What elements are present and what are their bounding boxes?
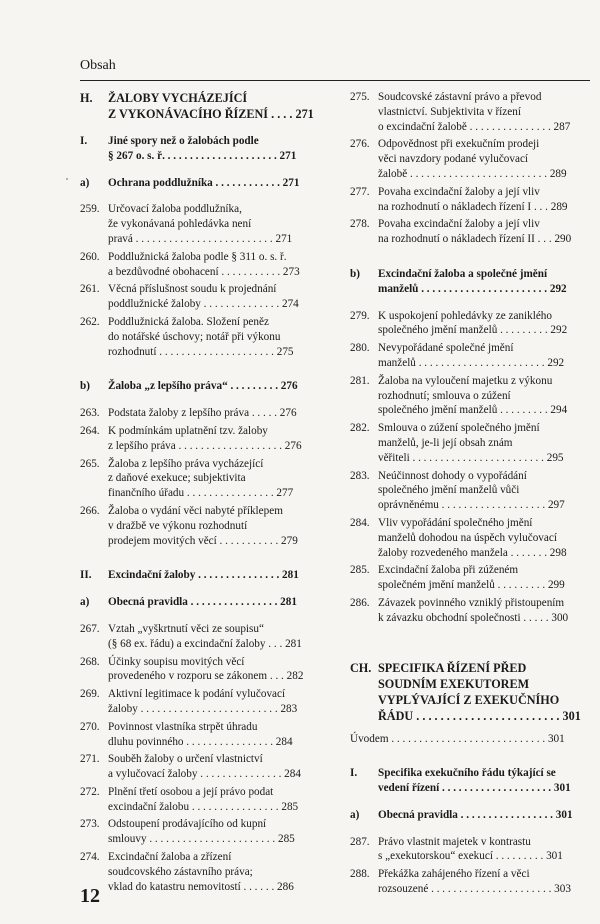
toc-entry-number: a) xyxy=(80,596,90,609)
toc-left-column xyxy=(80,90,328,897)
toc-entry-text: Souběh žaloby o určení vlastnictví xyxy=(108,753,263,766)
toc-entry xyxy=(80,832,328,847)
toc-entry xyxy=(80,282,328,297)
toc-entry-number: 285. xyxy=(350,564,370,577)
toc-entry-number: 281. xyxy=(350,374,370,387)
toc-entry xyxy=(80,850,328,865)
toc-entry xyxy=(350,309,600,324)
toc-entry-text: Povaha excindační žaloby a její vliv xyxy=(378,218,540,231)
toc-entry-text: Soudcovské zástavní právo a převod xyxy=(378,91,542,103)
toc-entry-text: K uspokojení pohledávky ze zaniklého xyxy=(378,309,552,322)
toc-entry-number: 268. xyxy=(80,655,100,668)
toc-entry-number: 266. xyxy=(80,504,100,517)
toc-entry-text: vedení řízení . . . . . . . . . . . . . . . . . . . . 301 xyxy=(378,782,571,795)
toc-entry-text: Excindační žaloba při zúženém xyxy=(378,564,519,577)
paper-speck xyxy=(66,178,68,180)
toc-entry xyxy=(80,519,328,534)
toc-entry-number: b) xyxy=(80,380,90,393)
toc-entry-text: Překážka zahájeného řízení a věci xyxy=(378,868,530,881)
toc-entry-text: rozhodnutí . . . . . . . . . . . . . . . . . . . . . 275 xyxy=(108,345,294,358)
toc-entry-text: rozsouzené . . . . . . . . . . . . . . . . . . . . . . 303 xyxy=(378,883,571,896)
toc-entry-text: soudcovského zástavního práva; xyxy=(108,865,253,878)
toc-entry-text: Poddlužnická žaloba. Složení peněz xyxy=(108,315,269,328)
toc-entry-text: Plnění třetí osobou a její právo podat xyxy=(108,785,274,798)
toc-entry-text: Žaloba z lepšího práva vycházející xyxy=(108,457,264,470)
toc-entry-text: Poddlužnická žaloba podle § 311 o. s. ř. xyxy=(108,250,287,263)
toc-entry xyxy=(350,232,600,247)
toc-entry xyxy=(350,267,600,282)
toc-entry xyxy=(350,90,600,105)
toc-entry xyxy=(350,120,600,135)
toc-entry xyxy=(350,185,600,200)
toc-entry xyxy=(350,882,600,897)
toc-entry xyxy=(350,105,600,120)
toc-entry xyxy=(350,766,600,781)
toc-entry-text: Specifika exekučního řádu týkající se xyxy=(378,767,556,780)
toc-entry-number: 277. xyxy=(350,185,370,198)
toc-entry xyxy=(80,865,328,880)
toc-entry-text: § 267 o. s. ř. . . . . . . . . . . . . . . . . . . . . 271 xyxy=(108,149,297,162)
toc-entry-number: 288. xyxy=(350,868,370,881)
toc-entry-number: b) xyxy=(350,267,360,280)
toc-entry-number: 264. xyxy=(80,424,100,437)
toc-entry xyxy=(350,596,600,611)
toc-entry-number: 262. xyxy=(80,315,100,328)
toc-entry-text: věci navzdory podané vylučovací xyxy=(378,153,529,166)
toc-entry-number: H. xyxy=(80,91,93,105)
toc-entry xyxy=(80,90,328,106)
toc-entry xyxy=(80,687,328,702)
toc-entry xyxy=(80,424,328,439)
toc-entry-text: Obecná pravidla . . . . . . . . . . . . . . . . . 301 xyxy=(378,808,573,821)
toc-entry xyxy=(80,106,328,122)
toc-entry xyxy=(350,469,600,484)
toc-entry-text: poddlužnické žaloby . . . . . . . . . . . . . . 274 xyxy=(108,298,299,311)
toc-entry-text: na rozhodnutí o nákladech řízení I . . . 289 xyxy=(378,200,568,213)
toc-entry-text: žaloby . . . . . . . . . . . . . . . . . . . . . . . . . 283 xyxy=(108,702,298,715)
toc-entry xyxy=(80,457,328,472)
toc-entry-number: 273. xyxy=(80,818,100,831)
toc-entry-number: I. xyxy=(350,767,358,780)
toc-entry-text: Vztah „vyškrtnutí věci ze soupisu“ xyxy=(108,622,264,635)
toc-entry xyxy=(350,867,600,882)
toc-entry-text: ŘÁDU . . . . . . . . . . . . . . . . . . . . . . . . 301 xyxy=(378,708,581,723)
toc-entry xyxy=(80,655,328,670)
toc-entry-text: Účinky soupisu movitých věcí xyxy=(108,655,245,668)
toc-entry xyxy=(350,137,600,152)
toc-entry-text: o excindační žalobě . . . . . . . . . . . . . . . 287 xyxy=(378,120,571,133)
toc-entry-text: finančního úřadu . . . . . . . . . . . . . . . . 277 xyxy=(108,487,294,500)
toc-entry xyxy=(80,379,328,394)
page-header-title: Obsah xyxy=(80,58,116,73)
toc-entry-text: Excindační žaloba a zřízení xyxy=(108,851,232,864)
toc-entry-text: z lepšího práva . . . . . . . . . . . . . . . . . . . 276 xyxy=(108,439,302,452)
toc-entry xyxy=(350,692,600,708)
toc-entry-text: Jiné spory než o žalobách podle xyxy=(108,135,259,147)
toc-entry-number: CH. xyxy=(350,660,372,675)
toc-entry-text: společném jmění manželů . . . . . . . . . 299 xyxy=(378,579,565,592)
toc-entry xyxy=(350,531,600,546)
page-number: 12 xyxy=(80,885,100,907)
toc-entry xyxy=(80,534,328,549)
toc-entry-text: Excindační žaloby . . . . . . . . . . . . . . . 281 xyxy=(108,569,299,582)
toc-entry-number: II. xyxy=(80,569,92,582)
toc-entry-text: v dražbě ve výkonu rozhodnutí xyxy=(108,519,248,532)
toc-entry-number: 263. xyxy=(80,407,100,420)
toc-entry-text: Závazek povinného vzniklý přistoupením xyxy=(378,596,565,609)
toc-entry-text: Povaha excindační žaloby a její vliv xyxy=(378,185,540,198)
toc-entry xyxy=(80,232,328,247)
toc-entry xyxy=(80,471,328,486)
toc-entry-number: 265. xyxy=(80,457,100,470)
toc-entry xyxy=(350,389,600,404)
toc-entry-number: 270. xyxy=(80,720,100,733)
toc-entry xyxy=(80,785,328,800)
toc-entry xyxy=(80,439,328,454)
toc-entry-number: 284. xyxy=(350,516,370,529)
toc-entry-number: 287. xyxy=(350,835,370,848)
toc-entry xyxy=(80,345,328,360)
toc-entry-text: a vylučovací žaloby . . . . . . . . . . . . . . . 284 xyxy=(108,768,301,781)
toc-entry-number: 286. xyxy=(350,596,370,609)
toc-entry xyxy=(350,849,600,864)
toc-entry xyxy=(80,568,328,583)
toc-entry-text: Určovací žaloba poddlužníka, xyxy=(108,203,242,216)
header-rule xyxy=(80,80,590,81)
toc-entry xyxy=(80,720,328,735)
toc-entry-number: 280. xyxy=(350,342,370,355)
toc-entry-text: dluhu povinného . . . . . . . . . . . . . . . . 284 xyxy=(108,735,293,748)
toc-entry-number: 282. xyxy=(350,422,370,435)
toc-entry-text: Vliv vypořádání společného jmění xyxy=(378,516,533,529)
toc-entry xyxy=(80,767,328,782)
toc-entry xyxy=(350,341,600,356)
toc-entry xyxy=(350,660,600,676)
toc-entry xyxy=(350,808,600,823)
toc-entry-text: z daňové exekuce; subjektivita xyxy=(108,472,246,485)
toc-entry-text: K podmínkám uplatnění tzv. žaloby xyxy=(108,424,268,437)
toc-entry-number: 276. xyxy=(350,138,370,151)
toc-entry-text: Žaloba o vydání věci nabyté příklepem xyxy=(108,504,283,517)
toc-entry xyxy=(80,504,328,519)
toc-entry xyxy=(80,406,328,421)
toc-entry-text: manželů, je-li její obsah znám xyxy=(378,436,513,449)
toc-entry-number: 261. xyxy=(80,283,100,296)
toc-entry-text: žalobě . . . . . . . . . . . . . . . . . . . . . . . . . 289 xyxy=(378,167,567,180)
toc-entry-text: vklad do katastru nemovitostí . . . . . . 286 xyxy=(108,880,294,893)
toc-entry-text: Z VYKONÁVACÍHO ŘÍZENÍ . . . . 271 xyxy=(108,107,314,121)
toc-entry-text: k závazku obchodní společnosti . . . . . 300 xyxy=(378,611,569,624)
toc-entry-text: Žaloba na vyloučení majetku z výkonu xyxy=(378,374,553,387)
toc-entry-number: 278. xyxy=(350,218,370,231)
toc-entry-text: Úvodem . . . . . . . . . . . . . . . . . . . . . . . . . . . . 301 xyxy=(350,732,565,745)
toc-entry xyxy=(350,781,600,796)
toc-entry xyxy=(350,676,600,692)
toc-entry-text: Smlouva o zúžení společného jmění xyxy=(378,422,540,435)
toc-entry xyxy=(350,451,600,466)
toc-entry xyxy=(80,622,328,637)
toc-entry-text: Věcná příslušnost soudu k projednání xyxy=(108,283,277,296)
toc-entry xyxy=(80,800,328,815)
toc-entry-text: žaloby rozvedeného manžela . . . . . . . 298 xyxy=(378,546,567,559)
toc-entry xyxy=(350,403,600,418)
toc-entry xyxy=(80,250,328,265)
toc-entry-text: (§ 68 ex. řádu) a excindační žaloby . . . 281 xyxy=(108,637,302,650)
toc-entry-text: pravá . . . . . . . . . . . . . . . . . . . . . . . . . 271 xyxy=(108,232,293,245)
toc-entry-text: SPECIFIKA ŘÍZENÍ PŘED xyxy=(378,660,527,675)
toc-entry-text: Právo vlastnit majetek v kontrastu xyxy=(378,835,531,848)
toc-entry-text: Odpovědnost při exekučním prodeji xyxy=(378,138,540,151)
toc-entry xyxy=(80,735,328,750)
toc-entry xyxy=(80,595,328,610)
toc-entry xyxy=(80,637,328,652)
toc-entry-number: 267. xyxy=(80,622,100,635)
toc-entry-number: 272. xyxy=(80,785,100,798)
toc-entry xyxy=(80,134,328,149)
toc-entry-text: Žaloba „z lepšího práva“ . . . . . . . . . 276 xyxy=(108,380,298,393)
toc-entry-text: Nevypořádané společné jmění xyxy=(378,342,514,355)
toc-entry-text: Podstata žaloby z lepšího práva . . . . . 276 xyxy=(108,407,297,420)
toc-entry-number: 260. xyxy=(80,250,100,263)
toc-entry xyxy=(350,167,600,182)
toc-entry-text: Obecná pravidla . . . . . . . . . . . . . . . . 281 xyxy=(108,596,297,609)
toc-entry-text: společného jmění manželů . . . . . . . . . 294 xyxy=(378,404,568,417)
toc-entry-text: Neúčinnost dohody o vypořádání xyxy=(378,469,527,482)
toc-entry-text: Odstoupení prodávajícího od kupní xyxy=(108,818,267,831)
toc-right-column xyxy=(350,90,600,900)
toc-entry xyxy=(350,835,600,850)
toc-entry xyxy=(80,217,328,232)
toc-entry xyxy=(350,708,600,724)
toc-entry-text: manželů dohodou na úspěch vylučovací xyxy=(378,531,557,544)
toc-entry xyxy=(80,330,328,345)
toc-entry xyxy=(80,817,328,832)
toc-entry-number: 259. xyxy=(80,203,100,216)
toc-entry-text: věřiteli . . . . . . . . . . . . . . . . . . . . . . . . 295 xyxy=(378,451,564,464)
toc-entry xyxy=(350,421,600,436)
toc-entry-number: a) xyxy=(80,176,90,189)
toc-entry-text: společného jmění manželů vůči xyxy=(378,484,520,497)
toc-entry xyxy=(350,282,600,297)
toc-entry xyxy=(350,152,600,167)
toc-entry-text: prodejem movitých věcí . . . . . . . . . . . 279 xyxy=(108,534,298,547)
toc-entry xyxy=(350,200,600,215)
toc-entry xyxy=(80,669,328,684)
toc-entry xyxy=(80,880,328,895)
toc-entry-text: že vykonávaná pohledávka není xyxy=(108,218,252,231)
toc-entry xyxy=(80,149,328,164)
toc-entry-number: 271. xyxy=(80,753,100,766)
toc-entry xyxy=(350,483,600,498)
toc-entry-number: a) xyxy=(350,808,360,821)
toc-entry-text: smlouvy . . . . . . . . . . . . . . . . . . . . . . . 285 xyxy=(108,833,295,846)
toc-entry xyxy=(350,546,600,561)
toc-entry-text: manželů . . . . . . . . . . . . . . . . . . . . . . . 292 xyxy=(378,282,567,295)
toc-entry-number: 279. xyxy=(350,309,370,322)
toc-entry xyxy=(350,498,600,513)
toc-entry-text: s „exekutorskou“ exekucí . . . . . . . . . 301 xyxy=(378,850,563,863)
toc-entry xyxy=(80,297,328,312)
toc-entry xyxy=(350,732,600,747)
toc-entry xyxy=(80,202,328,217)
toc-entry xyxy=(350,374,600,389)
toc-entry-number: 274. xyxy=(80,851,100,864)
toc-entry-text: Ochrana poddlužníka . . . . . . . . . . . . 271 xyxy=(108,176,300,189)
toc-entry-text: ŽALOBY VYCHÁZEJÍCÍ xyxy=(108,91,248,105)
toc-entry-number: I. xyxy=(80,135,88,147)
toc-entry-text: společného jmění manželů . . . . . . . . . 292 xyxy=(378,324,568,337)
toc-entry xyxy=(80,752,328,767)
toc-entry-text: rozhodnutí; smlouva o zúžení xyxy=(378,389,511,402)
toc-entry xyxy=(350,217,600,232)
toc-entry-text: Povinnost vlastníka strpět úhradu xyxy=(108,720,258,733)
toc-entry-number: 283. xyxy=(350,469,370,482)
toc-entry-number: 269. xyxy=(80,688,100,701)
toc-entry xyxy=(350,323,600,338)
toc-entry xyxy=(350,516,600,531)
toc-entry xyxy=(350,436,600,451)
toc-entry-number: 275. xyxy=(350,91,370,103)
toc-entry xyxy=(80,486,328,501)
toc-entry-text: VYPLÝVAJÍCÍ Z EXEKUČNÍHO xyxy=(378,692,560,707)
toc-entry-text: do notářské úschovy; notář při výkonu xyxy=(108,330,281,343)
toc-entry xyxy=(350,563,600,578)
toc-entry xyxy=(80,702,328,717)
toc-entry xyxy=(80,176,328,191)
toc-entry-text: vlastnictví. Subjektivita v řízení xyxy=(378,105,521,118)
toc-entry-text: manželů . . . . . . . . . . . . . . . . . . . . . . . 292 xyxy=(378,356,565,369)
toc-entry xyxy=(80,265,328,280)
toc-entry xyxy=(350,611,600,626)
toc-entry-text: SOUDNÍM EXEKUTOREM xyxy=(378,676,530,691)
toc-entry-text: excindační žalobu . . . . . . . . . . . . . . . . 285 xyxy=(108,800,299,813)
toc-entry xyxy=(80,315,328,330)
toc-entry-text: na rozhodnutí o nákladech řízení II . . . 290 xyxy=(378,233,572,246)
toc-entry-text: a bezdůvodné obohacení . . . . . . . . . . . 273 xyxy=(108,265,300,278)
toc-entry-text: Aktivní legitimace k podání vylučovací xyxy=(108,688,286,701)
toc-entry xyxy=(350,578,600,593)
toc-entry-text: oprávněnému . . . . . . . . . . . . . . . . . . . 297 xyxy=(378,499,565,512)
toc-entry xyxy=(350,356,600,371)
toc-entry-text: Excindační žaloba a společné jmění xyxy=(378,267,548,280)
toc-entry-text: provedeného v rozporu se zákonem . . . 282 xyxy=(108,670,304,683)
